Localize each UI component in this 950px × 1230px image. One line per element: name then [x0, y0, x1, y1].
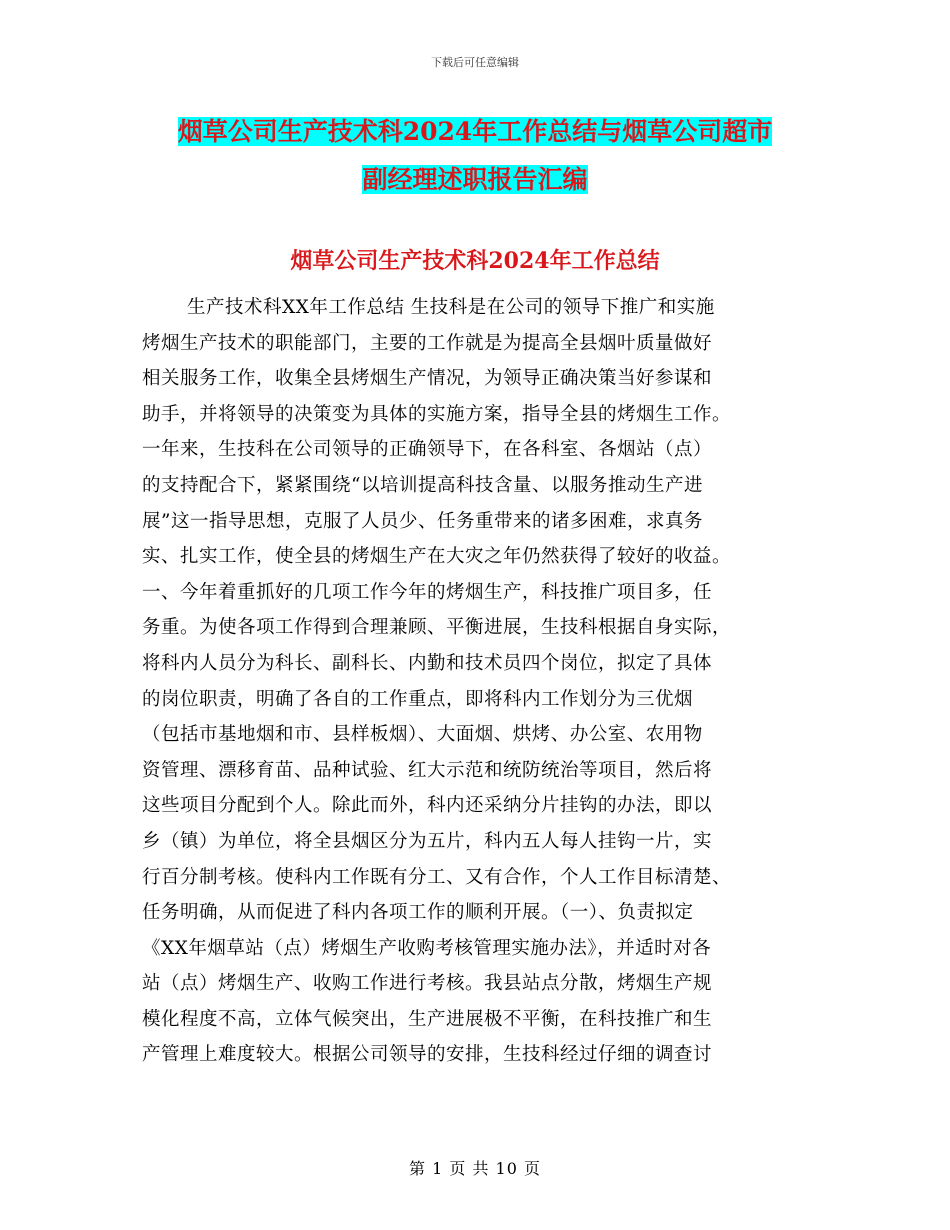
- body-line: 产管理上难度较大。根据公司领导的安排，生技科经过仔细的调查讨: [142, 1044, 713, 1066]
- section-title: 烟草公司生产技术科2024年工作总结: [290, 248, 660, 274]
- body-line: （包括市基地烟和市、县样板烟）、大面烟、烘烤、办公室、农用物: [142, 724, 703, 746]
- body-line: 展”这一指导思想，克服了人员少、任务重带来的诸多困难，求真务: [142, 510, 703, 532]
- body-line: 的岗位职责，明确了各自的工作重点，即将科内工作划分为三优烟: [142, 688, 694, 710]
- body-line: 生产技术科XX年工作总结 生技科是在公司的领导下推广和实施: [187, 297, 715, 318]
- body-text: [142, 290, 810, 1073]
- body-line: 烤烟生产技术的职能部门，主要的工作就是为提高全县烟叶质量做好: [142, 332, 713, 354]
- body-line: 模化程度不高，立体气候突出，生产进展极不平衡，在科技推广和生: [142, 1008, 713, 1030]
- body-line: 任务明确，从而促进了科内各项工作的顺利开展。（一）、负责拟定: [142, 902, 694, 924]
- document-title-line-2: 副经理述职报告汇编: [362, 165, 588, 194]
- body-line: 行百分制考核。使科内工作既有分工、又有合作，个人工作目标清楚、: [142, 866, 732, 888]
- body-line: 务重。为使各项工作得到合理兼顾、平衡进展，生技科根据自身实际，: [142, 617, 732, 639]
- body-line: 这些项目分配到个人。除此而外，科内还采纳分片挂钩的办法，即以: [142, 795, 713, 817]
- body-line: 将科内人员分为科长、副科长、内勤和技术员四个岗位，拟定了具体: [142, 652, 713, 674]
- document-title-line-1: 烟草公司生产技术科2024年工作总结与烟草公司超市: [177, 117, 773, 146]
- document-title: [0, 108, 950, 204]
- page-number: 第 1 页 共 10 页: [409, 1159, 541, 1178]
- body-line: 一、今年着重抓好的几项工作今年的烤烟生产，科技推广项目多，任: [142, 581, 713, 603]
- body-line: 的支持配合下，紧紧围绕“以培训提高科技含量、以服务推动生产进: [142, 474, 703, 496]
- body-line: 站（点）烤烟生产、收购工作进行考核。我县站点分散，烤烟生产规: [142, 973, 713, 995]
- body-line: 相关服务工作，收集全县烤烟生产情况，为领导正确决策当好参谋和: [142, 368, 713, 390]
- body-line: 乡（镇）为单位，将全县烟区分为五片，科内五人每人挂钩一片，实: [142, 830, 713, 852]
- body-line: 一年来，生技科在公司领导的正确领导下，在各科室、各烟站（点）: [142, 439, 713, 461]
- body-line: 《XX年烟草站（点）烤烟生产收购考核管理实施办法》，并适时对各: [142, 937, 712, 959]
- body-line: 助手，并将领导的决策变为具体的实施方案，指导全县的烤烟生工作。: [142, 403, 732, 425]
- body-line: 资管理、漂移育苗、品种试验、红大示范和统防统治等项目，然后将: [142, 759, 713, 781]
- page-header-note: 下载后可任意编辑: [431, 56, 519, 69]
- body-line: 实、扎实工作，使全县的烤烟生产在大灾之年仍然获得了较好的收益。: [142, 546, 732, 568]
